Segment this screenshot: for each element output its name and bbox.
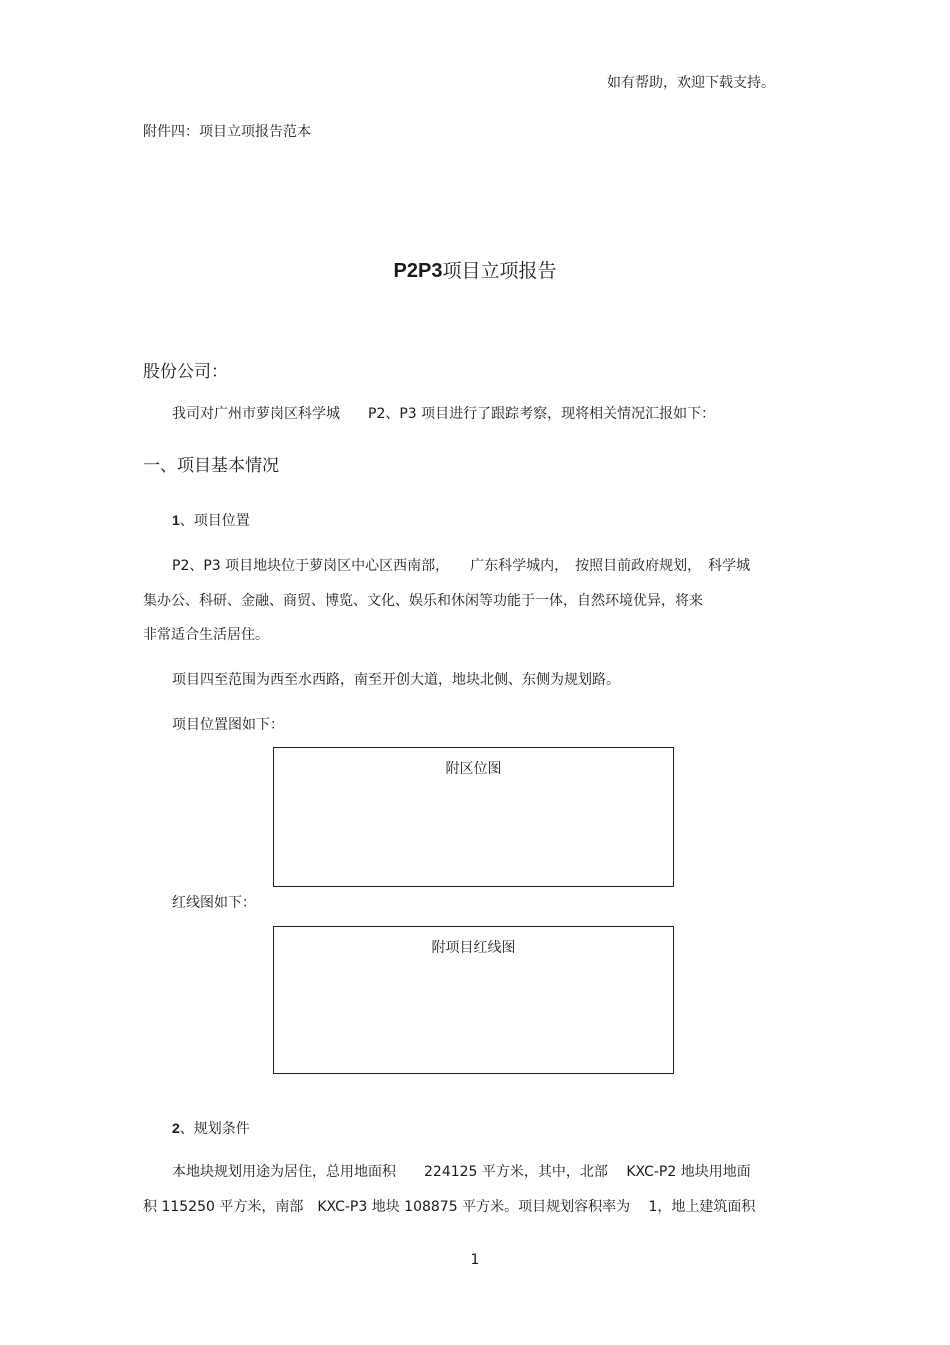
redline-map-placeholder	[273, 926, 674, 1074]
section-heading-1: 一、项目基本情况	[143, 456, 279, 476]
planning-paragraph-line1: 本地块规划用途为居住，总用地面积 224125 平方米，其中，北部 KXC-P2 地块用地面	[172, 1164, 751, 1180]
planning-paragraph-line2: 积 115250 平方米，南部 KXC-P3 地块 108875 平方米。项目规划容积率为 1，地上建筑面积	[143, 1199, 756, 1215]
location-map-placeholder	[273, 747, 674, 887]
redline-map-caption: 附项目红线图	[431, 940, 516, 956]
subheading-number: 2	[172, 1120, 180, 1136]
page-number: 1	[470, 1252, 480, 1268]
location-map-caption: 附区位图	[445, 761, 502, 777]
title-text: 项目立项报告	[442, 260, 557, 282]
header-note: 如有帮助，欢迎下载支持。	[607, 75, 775, 91]
location-map-label: 项目位置图如下：	[172, 717, 284, 733]
attachment-label: 附件四：项目立项报告范本	[143, 124, 311, 140]
subheading-label: 、规划条件	[179, 1121, 250, 1137]
boundary-paragraph: 项目四至范围为西至水西路，南至开创大道，地块北侧、东侧为规划路。	[172, 672, 620, 688]
title-code: P2P3	[393, 260, 443, 282]
location-paragraph-line3: 非常适合生活居住。	[143, 627, 269, 643]
subheading-planning	[172, 1118, 250, 1138]
subheading-label: 、项目位置	[179, 513, 250, 529]
redline-map-label: 红线图如下：	[172, 895, 256, 911]
salutation: 股份公司：	[143, 362, 228, 382]
subheading-number: 1	[172, 512, 180, 528]
location-paragraph-line1: P2、P3 项目地块位于萝岗区中心区西南部， 广东科学城内， 按照目前政府规划， 科学城	[172, 558, 751, 574]
document-title	[0, 256, 950, 283]
location-paragraph-line2: 集办公、科研、金融、商贸、博览、文化、娱乐和休闲等功能于一体，自然环境优异，将来	[143, 593, 703, 609]
subheading-location	[172, 510, 250, 530]
intro-paragraph: 我司对广州市萝岗区科学城 P2、P3 项目进行了跟踪考察，现将相关情况汇报如下：	[172, 406, 716, 422]
